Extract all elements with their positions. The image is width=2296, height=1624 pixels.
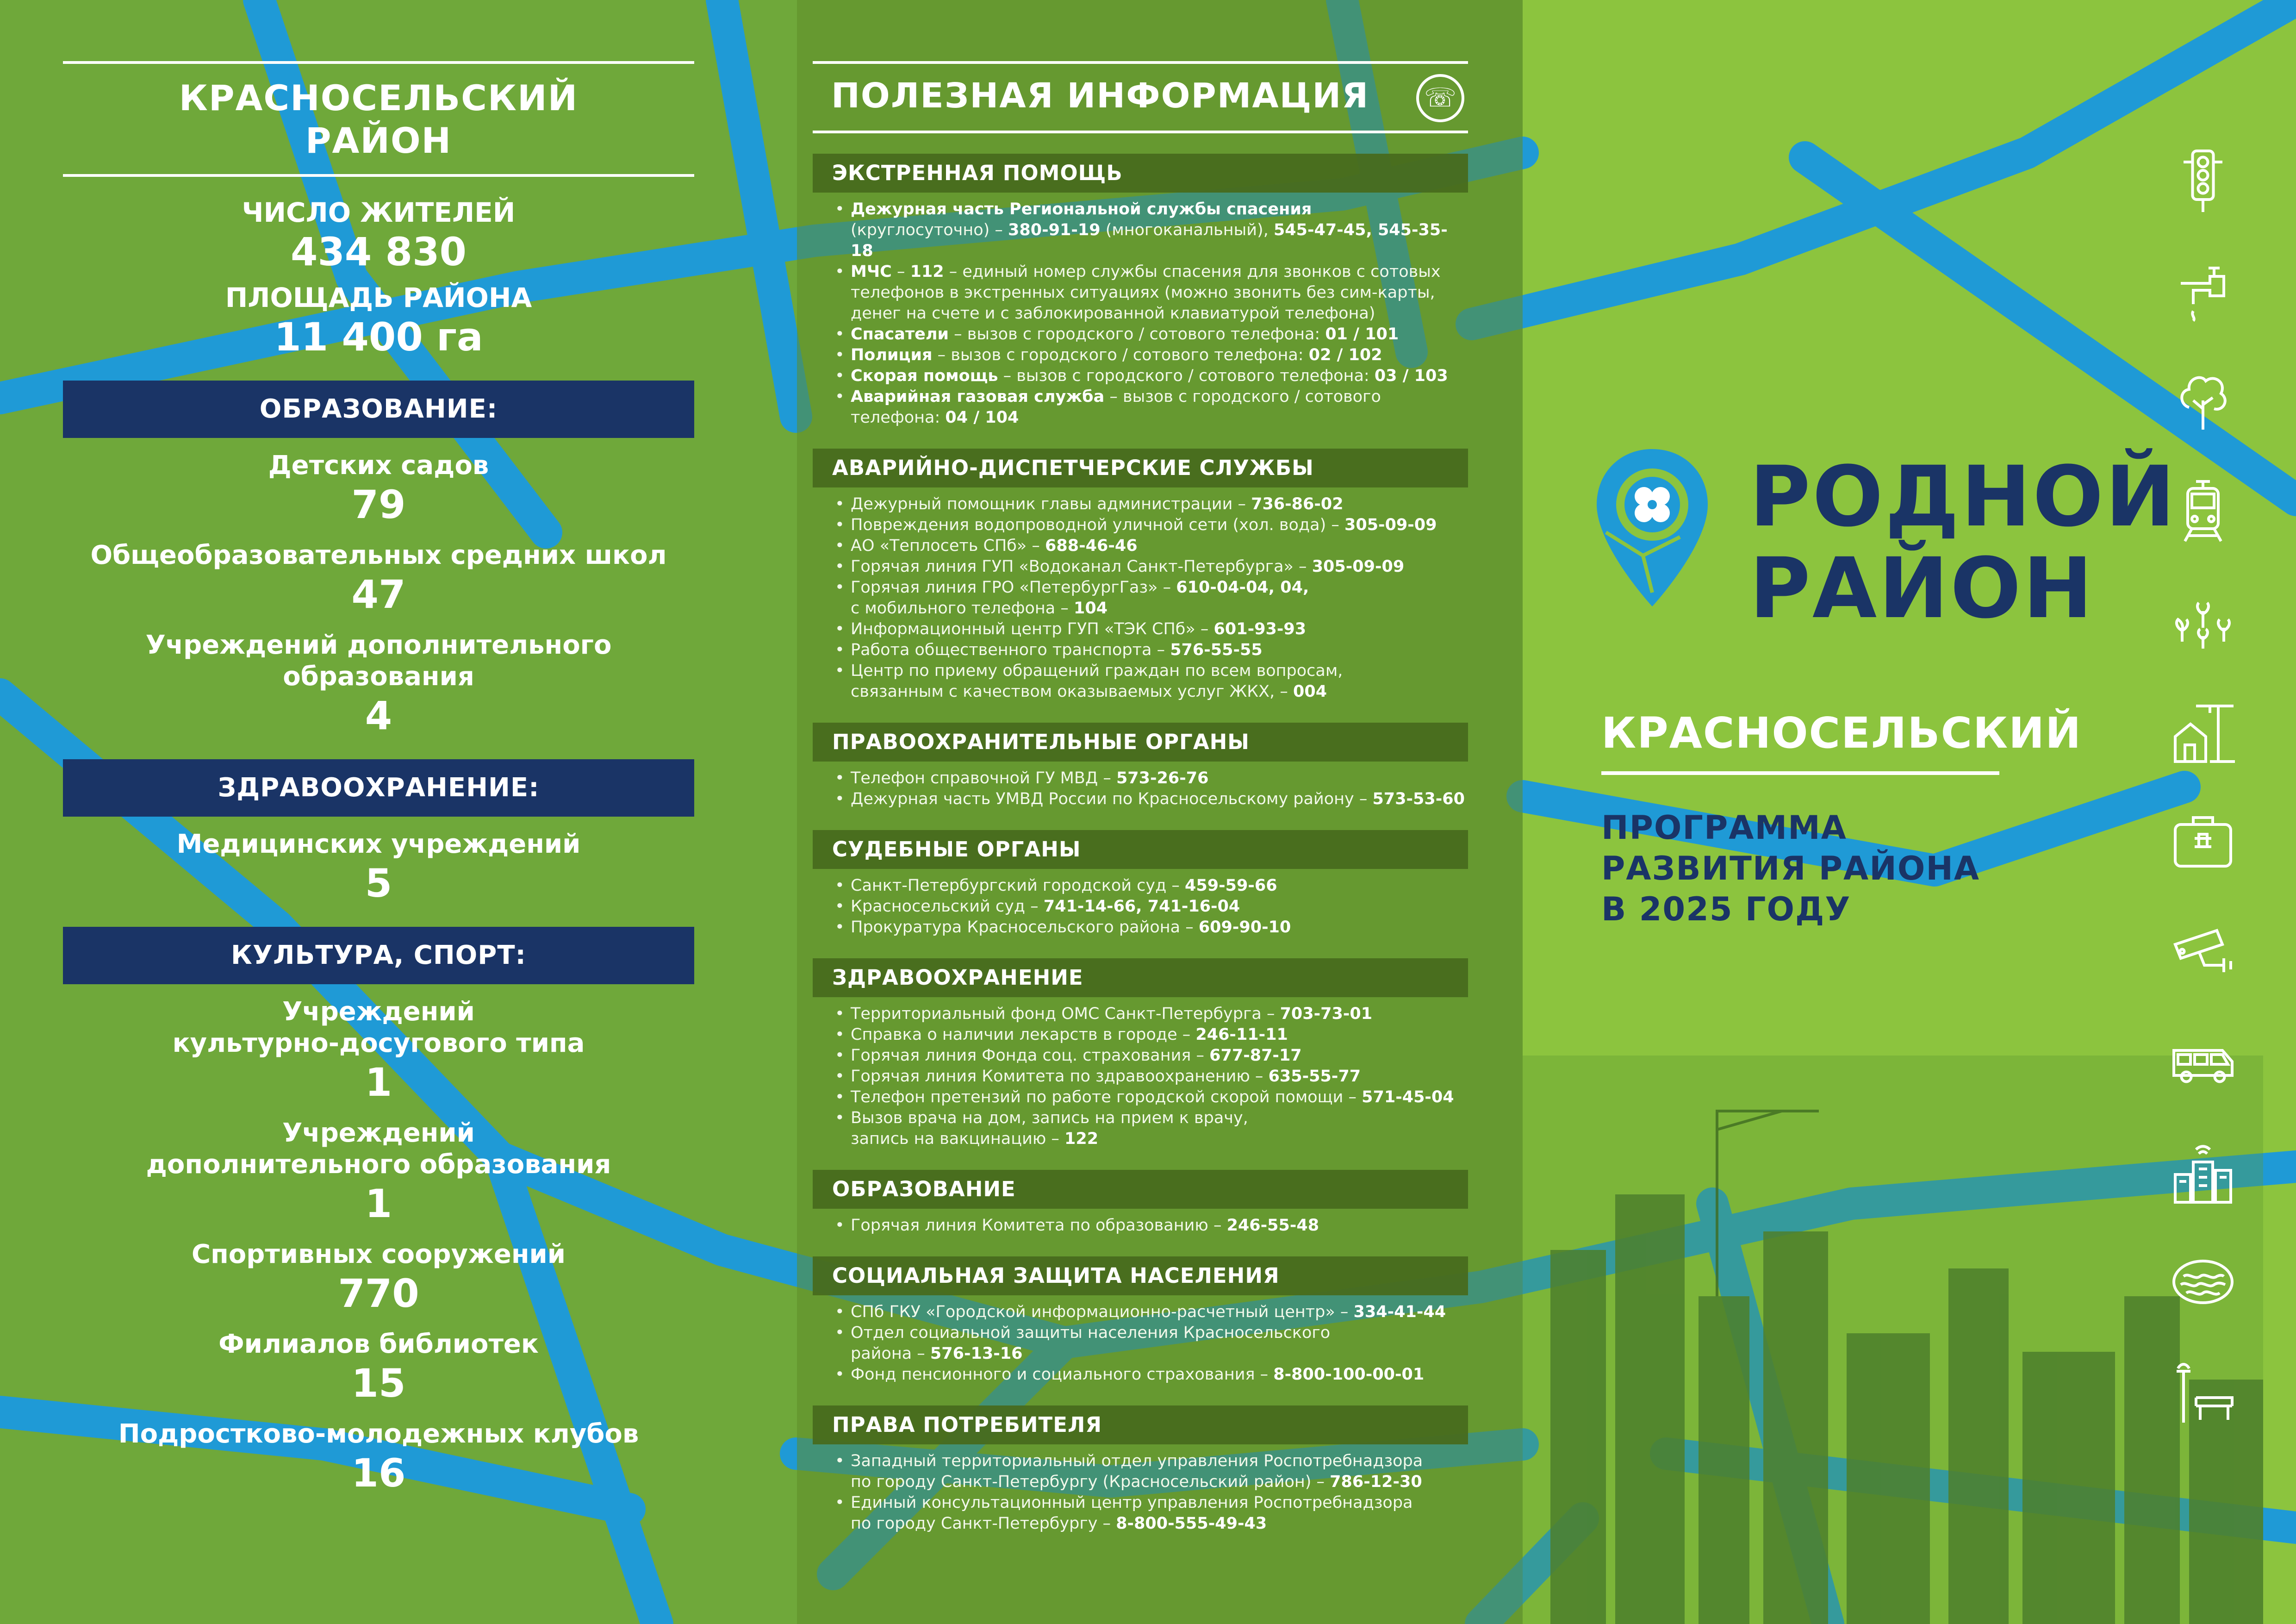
info-text: телефона:	[851, 408, 946, 427]
info-text: по городу Санкт-Петербургу –	[851, 1514, 1116, 1533]
phone-icon: ☏	[1416, 74, 1464, 122]
info-line	[851, 1087, 1468, 1108]
info-section-header: СУДЕБНЫЕ ОРГАНЫ	[813, 830, 1468, 869]
info-highlight: 609-90-10	[1198, 918, 1291, 937]
info-section-header: ПРАВА ПОТРЕБИТЕЛЯ	[813, 1405, 1468, 1444]
info-list-item	[832, 640, 1468, 661]
info-list	[813, 762, 1468, 810]
stat-value: 5	[365, 861, 392, 906]
info-highlight: 334-41-44	[1353, 1303, 1446, 1321]
brand-logo-line: РАЙОН	[1749, 540, 2095, 637]
info-list-item	[832, 536, 1468, 556]
stat-label	[63, 630, 694, 693]
info-text: связанным с качеством оказываемых услуг ЖКХ, –	[851, 682, 1293, 701]
info-highlight: 635-55-77	[1268, 1067, 1361, 1086]
info-text: Территориальный фонд ОМС Санкт-Петербурга –	[851, 1005, 1280, 1023]
info-text: Горячая линия Фонда соц. страхования –	[851, 1046, 1210, 1065]
info-list-item	[832, 789, 1468, 810]
stat-label-line: Учреждений дополнительного	[145, 630, 612, 660]
info-text: АО «Теплосеть СПб» –	[851, 537, 1045, 555]
info-line	[851, 345, 1468, 366]
info-highlight: 571-45-04	[1362, 1088, 1454, 1106]
info-line	[851, 768, 1468, 789]
info-line	[851, 494, 1468, 515]
info-highlight: 04 / 104	[945, 408, 1019, 427]
info-highlight: 380-91-19	[1008, 221, 1101, 239]
tree-icon	[2157, 345, 2249, 456]
tram-icon	[2157, 456, 2249, 566]
education-header: ОБРАЗОВАНИЕ:	[63, 381, 694, 438]
info-highlight: 545-47-45, 545-35-18	[851, 221, 1448, 260]
info-list-item	[832, 1024, 1468, 1045]
info-text: Единый консультационный центр управления Роспотребнадзора	[851, 1493, 1413, 1512]
info-highlight: 576-13-16	[930, 1344, 1023, 1363]
stat-value: 4	[365, 693, 392, 738]
info-list-item	[832, 896, 1468, 917]
info-line	[851, 1004, 1468, 1024]
info-line	[851, 1024, 1468, 1045]
info-highlight: 8-800-555-49-43	[1116, 1514, 1267, 1533]
info-section	[813, 1170, 1468, 1236]
info-list	[813, 997, 1468, 1149]
info-text: Прокуратура Красносельского района –	[851, 918, 1199, 937]
info-text: Телефон претензий по работе городской скорой помощи –	[851, 1088, 1362, 1106]
info-highlight: 786-12-30	[1330, 1473, 1422, 1491]
info-section-header: ЭКСТРЕННАЯ ПОМОЩЬ	[813, 154, 1468, 193]
info-list	[813, 1295, 1468, 1385]
info-highlight: 004	[1293, 682, 1327, 701]
city-skyline-photo	[1523, 1056, 2263, 1624]
program-title-line: В 2025 ГОДУ	[1601, 890, 1851, 928]
stat-label-line: дополнительного образования	[146, 1149, 611, 1180]
info-text: запись на вакцинацию –	[851, 1130, 1065, 1148]
info-highlight: 01 / 101	[1325, 325, 1399, 344]
district-title	[63, 64, 694, 174]
info-highlight: 610-04-04, 04,	[1176, 578, 1309, 597]
info-line	[851, 681, 1468, 702]
info-highlight: Дежурная часть Региональной службы спасения	[851, 200, 1312, 219]
info-highlight: 02 / 102	[1308, 346, 1382, 364]
info-list-item	[832, 199, 1468, 262]
info-highlight: 459-59-66	[1185, 876, 1277, 895]
info-text: Информационный центр ГУП «ТЭК СПб» –	[851, 620, 1214, 638]
useful-info-title: ПОЛЕЗНАЯ ИНФОРМАЦИЯ	[831, 76, 1369, 116]
info-list-item	[832, 1004, 1468, 1024]
stat-value: 15	[351, 1361, 406, 1406]
info-line	[851, 1066, 1468, 1087]
info-text: – вызов с городского / сотового	[1104, 387, 1381, 406]
info-list-item	[832, 661, 1468, 702]
info-highlight: 8-800-100-00-01	[1273, 1365, 1425, 1384]
stat-value: 16	[351, 1450, 406, 1496]
stat-label-line: Учреждений	[282, 1118, 475, 1148]
info-line	[851, 407, 1468, 428]
info-list	[813, 193, 1468, 428]
info-line	[851, 875, 1468, 896]
first-aid-kit-icon	[2157, 786, 2249, 896]
info-text: Отдел социальной защиты населения Красносельского	[851, 1324, 1331, 1342]
info-list-item	[832, 619, 1468, 640]
info-list-item	[832, 577, 1468, 619]
stat-value: 1	[365, 1060, 392, 1105]
info-text: Вызов врача на дом, запись на прием к врачу,	[851, 1109, 1248, 1127]
info-list-item	[832, 324, 1468, 345]
map-pin-logo-icon	[1592, 444, 1712, 611]
info-highlight: 122	[1064, 1130, 1099, 1148]
info-list-item	[832, 1215, 1468, 1236]
info-text: Центр по приему обращений граждан по всем вопросам,	[851, 662, 1343, 680]
info-line	[851, 1045, 1468, 1066]
stat-value: 1	[365, 1181, 392, 1226]
info-list	[813, 1209, 1468, 1236]
info-list-item	[832, 345, 1468, 366]
brand-logo-text	[1749, 451, 2177, 635]
info-list-item	[832, 387, 1468, 428]
stat-value: 79	[351, 482, 406, 527]
district-title-line: КРАСНОСЕЛЬСКИЙ	[179, 77, 579, 119]
info-text: (многоканальный),	[1100, 221, 1274, 239]
info-highlight: 576-55-55	[1170, 641, 1263, 659]
info-highlight: 688-46-46	[1045, 537, 1138, 555]
info-text: – вызов с городского / сотового телефона:	[998, 367, 1375, 385]
sprouts-icon	[2157, 566, 2249, 676]
info-list-item	[832, 494, 1468, 515]
info-highlight: 736-86-02	[1251, 495, 1344, 513]
info-text: Справка о наличии лекарств в городе –	[851, 1025, 1196, 1044]
district-title-line: РАЙОН	[305, 120, 452, 161]
info-section	[813, 1405, 1468, 1534]
info-line	[851, 789, 1468, 810]
traffic-light-icon	[2157, 125, 2249, 235]
stat-label-line: Учреждений	[282, 997, 475, 1027]
info-highlight: 112	[910, 262, 944, 281]
info-highlight: Полиция	[851, 346, 933, 364]
info-section-header: АВАРИЙНО-ДИСПЕТЧЕРСКИЕ СЛУЖБЫ	[813, 449, 1468, 487]
info-line	[851, 640, 1468, 661]
info-text: – вызов с городского / сотового телефона:	[932, 346, 1309, 364]
info-text: Красносельский суд –	[851, 897, 1044, 916]
stat-label: Медицинских учреждений	[176, 829, 581, 859]
program-title	[1601, 807, 1980, 930]
info-line	[851, 366, 1468, 387]
info-text: Телефон справочной ГУ МВД –	[851, 769, 1116, 787]
info-text: района –	[851, 1344, 930, 1363]
info-text: Горячая линия Комитета по образованию –	[851, 1216, 1227, 1235]
info-text: СПб ГКУ «Городской информационно-расчетный центр» –	[851, 1303, 1354, 1321]
info-text: Фонд пенсионного и социального страхования –	[851, 1365, 1274, 1384]
info-line	[851, 262, 1468, 282]
info-list-item	[832, 1302, 1468, 1323]
info-highlight: 104	[1074, 599, 1108, 618]
info-highlight: Скорая помощь	[851, 367, 998, 385]
info-section	[813, 1256, 1468, 1385]
info-list-item	[832, 1451, 1468, 1493]
water-tap-icon	[2157, 235, 2249, 345]
info-list-item	[832, 262, 1468, 324]
residents-value: 434 830	[291, 229, 467, 275]
info-line	[851, 1323, 1468, 1343]
info-text: Горячая линия Комитета по здравоохранению –	[851, 1067, 1269, 1086]
info-line	[851, 387, 1468, 407]
residents-label: ЧИСЛО ЖИТЕЛЕЙ	[242, 197, 516, 228]
right-district-title: КРАСНОСЕЛЬСКИЙ	[1601, 708, 2082, 758]
info-section	[813, 723, 1468, 810]
info-line	[851, 556, 1468, 577]
info-line	[851, 220, 1468, 262]
info-section-header: СОЦИАЛЬНАЯ ЗАЩИТА НАСЕЛЕНИЯ	[813, 1256, 1468, 1295]
info-line	[851, 1302, 1468, 1323]
divider	[63, 174, 694, 177]
info-list-item	[832, 1087, 1468, 1108]
info-list-item	[832, 1066, 1468, 1087]
info-list-item	[832, 1493, 1468, 1534]
info-section-header: ОБРАЗОВАНИЕ	[813, 1170, 1468, 1209]
info-highlight: 246-11-11	[1195, 1025, 1288, 1044]
brand-logo-line: РОДНОЙ	[1749, 449, 2177, 545]
culture-header: КУЛЬТУРА, СПОРТ:	[63, 927, 694, 984]
info-sections	[813, 154, 1468, 1534]
info-line	[851, 619, 1468, 640]
info-line	[851, 598, 1468, 619]
info-list-item	[832, 556, 1468, 577]
info-section	[813, 830, 1468, 938]
info-list-item	[832, 366, 1468, 387]
info-text: Горячая линия ГУП «Водоканал Санкт-Петербурга» –	[851, 557, 1312, 576]
info-line	[851, 1513, 1468, 1534]
info-text: (круглосуточно) –	[851, 221, 1008, 239]
district-stats-panel	[63, 61, 694, 1496]
info-highlight: 741-14-66, 741-16-04	[1043, 897, 1240, 916]
info-list-item	[832, 1323, 1468, 1364]
info-highlight: Аварийная газовая служба	[851, 387, 1105, 406]
info-line	[851, 1451, 1468, 1472]
stat-label	[63, 996, 694, 1059]
info-line	[851, 1343, 1468, 1364]
divider	[1601, 771, 1999, 775]
info-highlight: 601-93-93	[1213, 620, 1307, 638]
info-list-item	[832, 875, 1468, 896]
info-line	[851, 1364, 1468, 1385]
info-text: с мобильного телефона –	[851, 599, 1074, 618]
info-highlight: Спасатели	[851, 325, 949, 344]
stat-label-line: образования	[283, 662, 474, 692]
info-text: Санкт-Петербургский городской суд –	[851, 876, 1185, 895]
info-highlight: 246-55-48	[1226, 1216, 1319, 1235]
info-line	[851, 282, 1468, 303]
info-section	[813, 958, 1468, 1149]
bus-icon	[2157, 1006, 2249, 1117]
construction-house-icon	[2157, 676, 2249, 786]
info-list-item	[832, 917, 1468, 938]
info-section	[813, 449, 1468, 702]
info-highlight: 677-87-17	[1209, 1046, 1302, 1065]
feature-icons-column	[2157, 125, 2249, 1447]
stat-label: Филиалов библиотек	[218, 1329, 539, 1359]
info-list	[813, 869, 1468, 938]
info-text: Работа общественного транспорта –	[851, 641, 1170, 659]
stat-label: Подростково-молодежных клубов	[118, 1419, 639, 1449]
program-title-line: ПРОГРАММА	[1601, 809, 1847, 847]
info-highlight: 573-53-60	[1372, 790, 1465, 808]
info-text: Горячая линия ГРО «ПетербургГаз» –	[851, 578, 1176, 597]
cctv-camera-icon	[2157, 896, 2249, 1006]
info-highlight: 703-73-01	[1280, 1005, 1373, 1023]
info-list-item	[832, 1108, 1468, 1149]
useful-info-panel	[797, 0, 1523, 1624]
info-line	[851, 1472, 1468, 1493]
info-section	[813, 154, 1468, 428]
info-section-header: ПРАВООХРАНИТЕЛЬНЫЕ ОРГАНЫ	[813, 723, 1468, 762]
info-line	[851, 1108, 1468, 1129]
info-line	[851, 536, 1468, 556]
area-value: 11 400 га	[274, 314, 483, 360]
stat-label	[63, 1118, 694, 1181]
info-line	[851, 1129, 1468, 1149]
info-text: – вызов с городского / сотового телефона:	[949, 325, 1325, 344]
info-line	[851, 577, 1468, 598]
useful-info-header	[813, 64, 1468, 133]
info-text: по городу Санкт-Петербургу (Красносельский район) –	[851, 1473, 1330, 1491]
stat-label: Детских садов	[268, 450, 489, 481]
info-highlight: 03 / 103	[1374, 367, 1448, 385]
smart-city-icon	[2157, 1117, 2249, 1227]
info-highlight: МЧС	[851, 262, 892, 281]
area-label: ПЛОЩАДЬ РАЙОНА	[225, 282, 532, 313]
info-section-header: ЗДРАВООХРАНЕНИЕ	[813, 958, 1468, 997]
info-highlight: 305-09-09	[1344, 516, 1437, 534]
info-list-item	[832, 768, 1468, 789]
info-text: Повреждения водопроводной уличной сети (хол. вода) –	[851, 516, 1344, 534]
health-header: ЗДРАВООХРАНЕНИЕ:	[63, 759, 694, 817]
info-list-item	[832, 1364, 1468, 1385]
stat-label: Спортивных сооружений	[191, 1239, 566, 1269]
info-list	[813, 487, 1468, 702]
stat-label: Общеобразовательных средних школ	[90, 540, 667, 570]
info-text: Дежурная часть УМВД России по Красносельскому району –	[851, 790, 1373, 808]
info-text: –	[891, 262, 910, 281]
info-line	[851, 199, 1468, 220]
info-text: Западный территориальный отдел управления Роспотребнадзора	[851, 1452, 1423, 1470]
info-highlight: 573-26-76	[1116, 769, 1209, 787]
stat-label-line: культурно-досугового типа	[172, 1028, 585, 1058]
info-list-item	[832, 1045, 1468, 1066]
stat-value: 47	[351, 572, 406, 617]
park-bench-icon	[2157, 1337, 2249, 1447]
info-line	[851, 896, 1468, 917]
info-line	[851, 917, 1468, 938]
info-text: телефонов в экстренных ситуациях (можно звонить без сим-карты,	[851, 283, 1435, 302]
info-list	[813, 1444, 1468, 1534]
info-line	[851, 515, 1468, 536]
info-text: Дежурный помощник главы администрации –	[851, 495, 1251, 513]
info-line	[851, 1215, 1468, 1236]
stat-value: 770	[338, 1271, 419, 1316]
info-text: – единый номер службы спасения для звонков с сотовых	[944, 262, 1441, 281]
info-text: денег на счете и с заблокированной клавиатурой телефона)	[851, 304, 1375, 323]
info-line	[851, 661, 1468, 681]
info-line	[851, 324, 1468, 345]
info-line	[851, 1493, 1468, 1513]
info-highlight: 305-09-09	[1312, 557, 1405, 576]
pond-icon	[2157, 1227, 2249, 1337]
info-line	[851, 303, 1468, 324]
info-list-item	[832, 515, 1468, 536]
program-title-line: РАЗВИТИЯ РАЙОНА	[1601, 849, 1980, 887]
